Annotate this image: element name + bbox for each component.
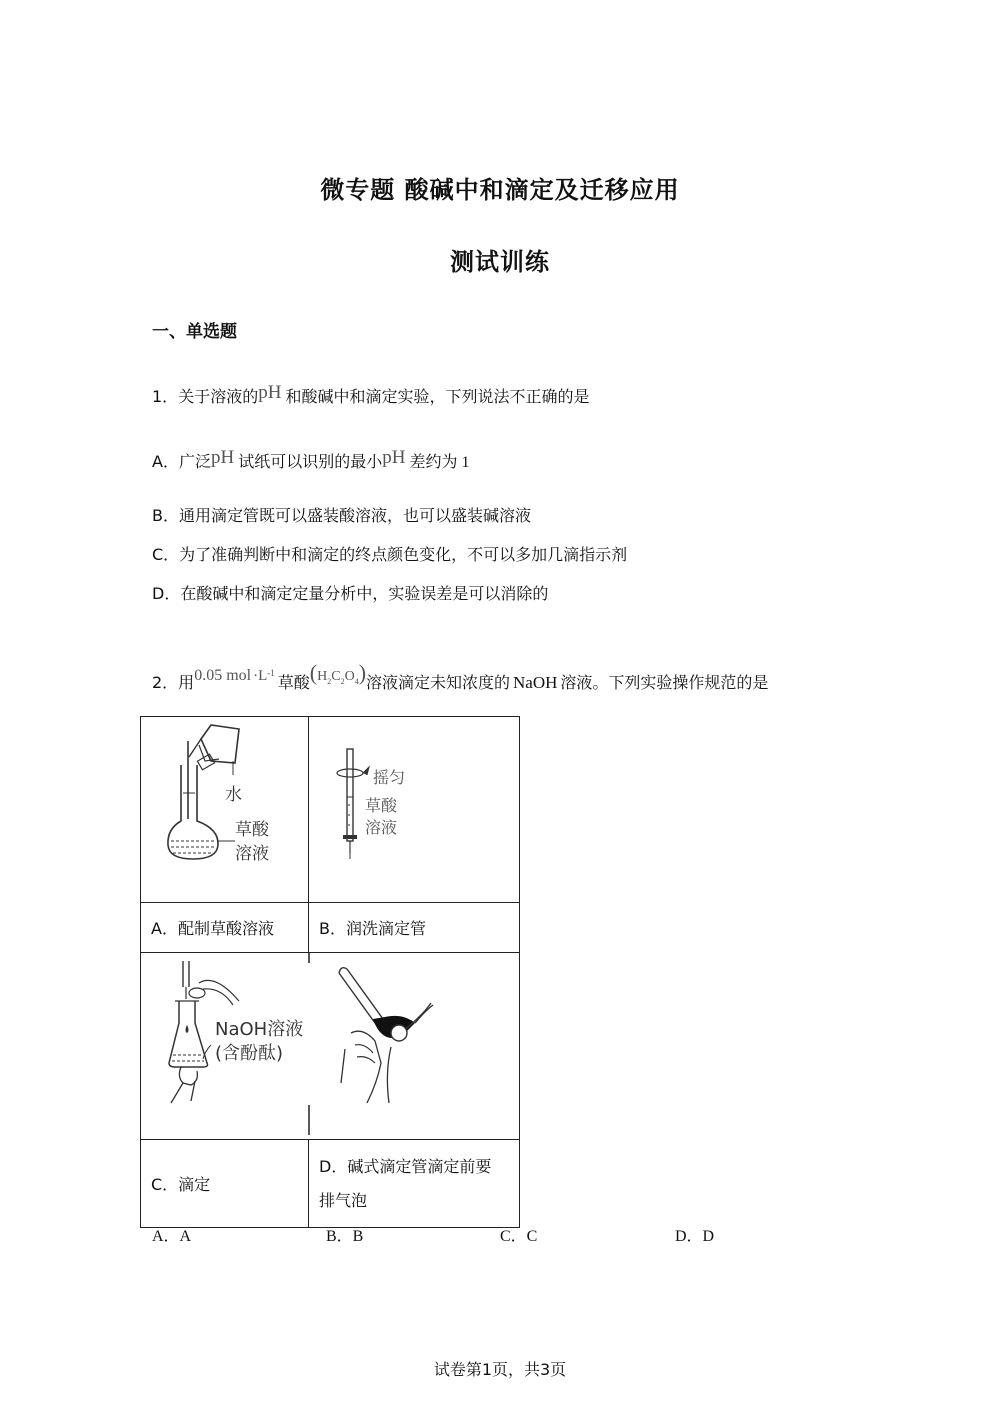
- question-1-number: 1．: [152, 387, 179, 406]
- formula-sub-h: 2: [327, 676, 332, 686]
- q1-option-a-part2: 试纸可以识别的最小: [238, 452, 383, 471]
- formula-close-paren: ): [358, 660, 367, 685]
- fig-a-water-label: 水: [225, 785, 242, 805]
- formula-open-paren: (: [309, 660, 318, 685]
- option-d-caption-line2: 排气泡: [319, 1190, 368, 1210]
- formula-h: H: [317, 669, 328, 684]
- fig-b-acid-label: 草酸: [365, 796, 398, 815]
- q1-stem-part-a: 关于溶液的: [178, 387, 259, 406]
- q2-stem-end: 溶液。下列实验操作规范的是: [560, 673, 769, 692]
- fig-b-solution-label: 溶液: [365, 818, 398, 837]
- answer-choice-a: A．A: [152, 1228, 192, 1245]
- burette-figure: [309, 717, 519, 898]
- question-1-stem: [152, 384, 589, 408]
- volumetric-flask-figure: [141, 717, 308, 898]
- concentration-value: 0.05 mol: [194, 667, 252, 684]
- formula-sub-c: 2: [340, 676, 345, 686]
- answer-choice-b: B．B: [326, 1228, 364, 1245]
- q1-option-d: D．在酸碱中和滴定定量分析中，实验误差是可以消除的: [152, 584, 549, 603]
- option-a-caption: A．配制草酸溶液: [141, 903, 309, 953]
- question-2-stem: [152, 660, 769, 694]
- fig-a-acid-label: 草酸: [235, 820, 269, 840]
- q1-option-a-value: 1: [461, 454, 470, 471]
- ph-symbol: pH: [382, 447, 406, 468]
- figure-cd-cell: [141, 953, 520, 1140]
- titration-figure: [141, 953, 519, 1135]
- answer-choice-c: C．C: [500, 1228, 538, 1245]
- page-title: 微专题 酸碱中和滴定及迁移应用: [320, 176, 680, 204]
- q1-option-a-part3: 差约为: [409, 452, 458, 471]
- ph-symbol: pH: [258, 382, 282, 403]
- formula-c: C: [331, 669, 341, 684]
- oxalic-formula: [309, 660, 367, 686]
- answer-choice-d: D．D: [675, 1228, 715, 1245]
- q1-option-b: B．通用滴定管既可以盛装酸溶液，也可以盛装碱溶液: [152, 506, 531, 525]
- naoh-text: NaOH: [513, 673, 558, 692]
- fig-c-naoh-label: NaOH溶液: [215, 1019, 304, 1040]
- option-c-caption: C．滴定: [141, 1140, 309, 1228]
- ph-symbol: pH: [210, 447, 235, 468]
- options-table: [140, 716, 520, 1228]
- q1-option-a-part1: A．广泛: [152, 452, 211, 471]
- fig-a-solution-label: 溶液: [235, 844, 269, 864]
- q1-option-a: [152, 449, 469, 473]
- page-footer: 试卷第1页，共3页: [433, 1360, 567, 1379]
- option-d-caption: [309, 1140, 520, 1228]
- formula-o: O: [344, 669, 355, 684]
- question-2-number: 2．用: [152, 673, 195, 692]
- page-subtitle: 测试训练: [450, 248, 550, 276]
- q2-stem-rest: 溶液滴定未知浓度的: [366, 673, 511, 692]
- formula-sub-o: 4: [354, 676, 359, 686]
- figure-a-cell: [141, 717, 309, 903]
- concentration-unit: ·L: [253, 668, 268, 684]
- option-b-caption: B．润洗滴定管: [309, 903, 520, 953]
- unit-exponent: -1: [267, 667, 275, 678]
- figure-b-cell: [309, 717, 520, 903]
- section-heading: 一、单选题: [152, 322, 237, 342]
- q1-option-c: C．为了准确判断中和滴定的终点颜色变化，不可以多加几滴指示剂: [152, 545, 628, 564]
- fig-c-phenol-label: (含酚酞): [215, 1043, 284, 1064]
- q1-stem-part-b: 和酸碱中和滴定实验，下列说法不正确的是: [285, 387, 590, 406]
- acid-name: 草酸: [277, 673, 310, 692]
- option-d-caption-line1: D．碱式滴定管滴定前要: [319, 1156, 492, 1176]
- fig-b-shake-label: 摇匀: [373, 768, 406, 787]
